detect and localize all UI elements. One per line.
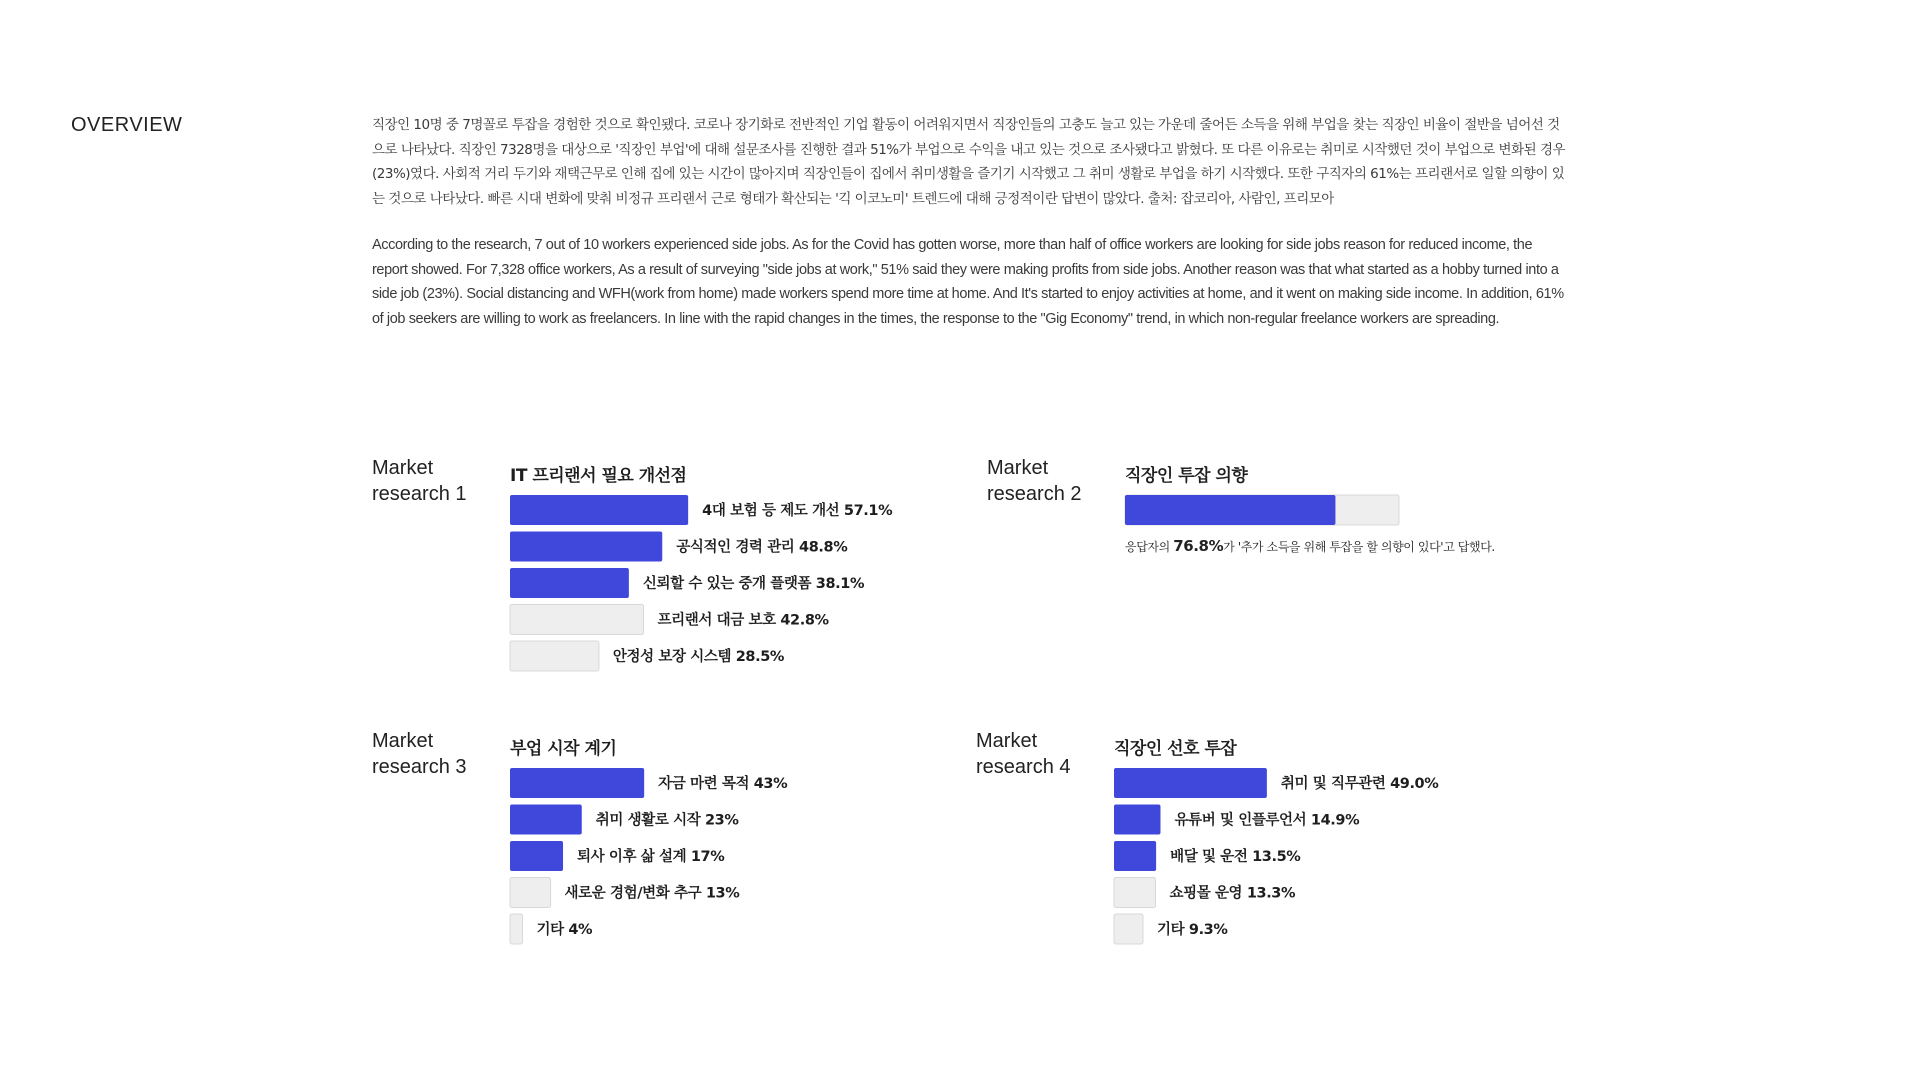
chart-1-bar-2 bbox=[510, 532, 662, 562]
chart-3-bar-3 bbox=[510, 841, 563, 871]
chart-1-title: IT 프리랜서 필요 개선점 bbox=[510, 466, 687, 486]
chart-1-bar-3 bbox=[510, 568, 629, 598]
chart-3-bar-label-3: 퇴사 이후 삶 설계 17% bbox=[577, 849, 725, 865]
chart-2-bar-fill bbox=[1125, 495, 1335, 525]
chart-3-bar-label-5: 기타 4% bbox=[536, 922, 593, 938]
chart-4-bar-label-3: 배달 및 운전 13.5% bbox=[1170, 849, 1301, 865]
chart-1-bars bbox=[510, 495, 930, 675]
market-research-4-label: Market research 4 bbox=[976, 730, 1071, 778]
overview-text-korean: 직장인 10명 중 7명꼴로 투잡을 경험한 것으로 확인됐다. 코로나 장기화로 전반적인 기업 활동이 어려워지면서 직장인들의 고충도 늘고 있는 가운데 줄어든 소득을 위해 부업을 찾는 직장인 비율이 절반을 넘어선 것으로 나타났다. 직장인 7328명을 대상으로 '직장인 부업'에 대해 설문조사를 진행한 결과 51%가 부업으로 수익을 내고 있는 것으로 조사됐다고 밝혔다. 또 다른 이유로는 취미로 시작했던 것이 부업으로 변화된 경우(23%)였다. 사회적 거리 두기와 재택근무로 인해 집에 있는 시간이 많아지며 직장인들이 집에서 취미생활을 즐기기 시작했고 그 취미 생활로 부업을 하기 시작했다. 또한 구직자의 61%는 프리랜서로 일할 의향이 있는 것으로 나타났다. 빠른 시대 변화에 맞춰 비정규 프리랜서 근로 형태가 확산되는 '긱 이코노미' 트렌드에 대해 긍정적이란 답변이 많았다. 출처: 잡코리아, 사람인, 프리모아 bbox=[372, 117, 1566, 207]
note-prefix: 응답자의 bbox=[1125, 540, 1174, 554]
chart-4-bar-2 bbox=[1114, 805, 1160, 835]
chart-3-bar-2 bbox=[510, 805, 582, 835]
market-research-4-panel bbox=[976, 728, 1546, 958]
chart-2-title: 직장인 투잡 의향 bbox=[1125, 466, 1248, 486]
chart-3-bar-label-4: 새로운 경험/변화 추구 13% bbox=[564, 885, 740, 902]
market-research-2-label: Market research 2 bbox=[987, 457, 1082, 505]
overview-title: OVERVIEW bbox=[71, 114, 183, 136]
chart-3-bar-4 bbox=[510, 878, 551, 908]
chart-3-bar-5 bbox=[510, 914, 522, 944]
market-research-3-label: Market research 3 bbox=[372, 730, 467, 778]
overview-text-english: According to the research, 7 out of 10 workers experienced side jobs. As for the Covid has gotten worse, more than half of office workers are looking for side jobs reason for reduced income, the report showed. For 7,328 office workers, As a result of surveying "side jobs at work," 51% said they were making profits from side jobs. Another reason was that what started as a hobby turned into a side job (23%). Social distancing and WFH(work from home) made workers spend more time at home. And It's started to enjoy activities at home, and it went on making side income. In addition, 61% of job seekers are willing to work as freelancers. In line with the rapid changes in the times, the response to the "Gig Economy" trend, in which non-regular freelance workers are spreading. bbox=[372, 237, 1564, 327]
chart-4-bar-label-2: 유튜버 및 인플루언서 14.9% bbox=[1174, 812, 1360, 829]
note-suffix: 가 '추가 소득을 위해 투잡을 할 의향이 있다'고 답했다. bbox=[1223, 540, 1495, 554]
chart-1-bar-label-2: 공식적인 경력 관리 48.8% bbox=[676, 539, 848, 556]
market-research-3-panel bbox=[372, 728, 932, 958]
chart-4-bar-label-1: 취미 및 직무관련 49.0% bbox=[1280, 776, 1439, 792]
market-research-2-panel bbox=[987, 455, 1547, 595]
chart-4-bar-label-5: 기타 9.3% bbox=[1157, 922, 1228, 938]
chart-4-title: 직장인 선호 투잡 bbox=[1114, 739, 1237, 759]
chart-4-bar-3 bbox=[1114, 841, 1156, 871]
chart-1-bar-label-3: 신뢰할 수 있는 중개 플랫폼 38.1% bbox=[642, 576, 865, 592]
chart-4-bars bbox=[1114, 768, 1544, 948]
chart-1-bar-4 bbox=[510, 605, 644, 635]
chart-1-bar-1 bbox=[510, 495, 688, 525]
chart-4-bar-4 bbox=[1114, 878, 1155, 908]
chart-3-bar-label-2: 취미 생활로 시작 23% bbox=[595, 812, 739, 829]
chart-2-note bbox=[1125, 537, 1495, 555]
chart-1-bar-label-4: 프리랜서 대금 보호 42.8% bbox=[657, 612, 829, 629]
chart-2-bar bbox=[1125, 495, 1425, 531]
chart-1-bar-5 bbox=[510, 641, 599, 671]
chart-3-bar-1 bbox=[510, 768, 644, 798]
chart-3-bars bbox=[510, 768, 930, 948]
chart-1-bar-label-5: 안정성 보장 시스템 28.5% bbox=[612, 649, 785, 665]
chart-4-bar-5 bbox=[1114, 914, 1143, 944]
market-research-1-label: Market research 1 bbox=[372, 457, 467, 505]
market-research-1-panel bbox=[372, 455, 932, 685]
chart-1-bar-label-1: 4대 보험 등 제도 개선 57.1% bbox=[702, 503, 893, 519]
chart-3-bar-label-1: 자금 마련 목적 43% bbox=[658, 776, 788, 792]
chart-4-bar-1 bbox=[1114, 768, 1267, 798]
chart-3-title: 부업 시작 계기 bbox=[510, 739, 617, 759]
note-value: 76.8% bbox=[1173, 537, 1224, 555]
chart-4-bar-label-4: 쇼핑몰 운영 13.3% bbox=[1169, 885, 1296, 902]
